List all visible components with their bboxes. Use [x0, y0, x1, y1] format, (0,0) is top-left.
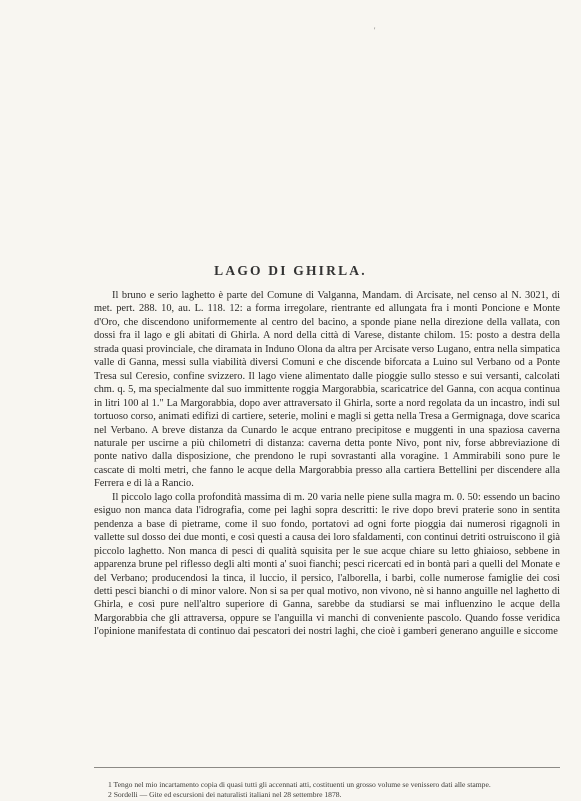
footnote-divider — [94, 767, 560, 768]
footnote-2: 2 Sordelli — Gite ed escursioni dei naturalisti italiani nel 28 settembre 1878. — [108, 790, 342, 800]
footnote-1: 1 Tengo nel mio incartamento copia di quasi tutti gli accennati atti, costituenti un grosso volume se venissero dati alle stampe. — [108, 780, 491, 789]
page-mark: ' — [374, 26, 376, 35]
footnotes — [94, 780, 560, 801]
paragraph-2: Il piccolo lago colla profondità massima di m. 20 varia nelle piene sulla magra m. 0. 50: essendo un bacino esiguo non manca data l'idrografia, come pei laghi sopra descritti: le rive dopo brevi praterie sono in sentita pendenza a base di pietrame, come il suo fondo, portatovi ad ogni forte pioggia dai numerosi rigagnoli in vallette sul dosso dei due monti, e così questi a causa dei loro sfaldamenti, con continui detriti ostruiscono il già piccolo laghetto. Non manca di pesci di qualità squisita per le sue acque chiare su letto ghiaioso, sebbene in apparenza brune pel riflesso degli alti monti a' suoi fianchi; pesci ricercati ed in bontà pari a quelli del Monate e del Verbano; producendosi la tinca, il luccio, il persico, l'alborella, i barbi, colle numerose famiglie dei così detti pesci bianchi o di minor valore. Non si sa per qual motivo, non vivono, nè si hanno anguille nel laghetto di Ghirla, e così pure nell'altro superiore di Ganna, sarebbe da studiarsi se mai influenzino le acque della Margorabbia che gli attraversa, oppure se l'anguilla vi manchi di conveniente pascolo. Quando fosse veridica l'opinione manifestata di continuo dai pescatori dei nostri laghi, che cioè i gamberi generano anguille e siccome — [94, 491, 560, 638]
paragraph-1: Il bruno e serio laghetto è parte del Comune di Valganna, Mandam. di Arcisate, nel censo al N. 3021, di met. pert. 288. 10, au. L. 118. 12: a forma irregolare, rientrante ed allungata fra i monti Poncione e Monte d'Oro, che discendono uniformemente al centro del bacino, a sponde piane nella direzione della vallata, con dossi fra il lago e gli abitati di Ghirla. A nord della città di Varese, distante chilom. 15: posto a destra della strada quasi provinciale, che diramata in Induno Olona da altra per Arcisate verso Lugano, entra nella simpatica valle di Ganna, messi sulla viabilità diversi Comuni e che discende biforcata a Luino sul Verbano od a Ponte Tresa sul Ceresio, confine svizzero. Il lago viene alimentato dalle pioggie sullo stesso e sui versanti, calcolati chm. q. 5, ma specialmente dal suo immittente roggia Margorabbia, scaricatrice del Ganna, con acqua continua in litri 100 al 1." La Margorabbia, dopo aver attraversato il Ghirla, sorte a nord regolata da un incastro, indi sul tortuoso corso, animati edifizi di cartiere, seterie, molini e magli si getta nella Tresa a Germignaga, dove scarica nel Verbano. A breve distanza da Cunardo le acque entrano precipitose e muggenti in una spaziosa caverna naturale per uscirne a più chilometri di distanza: caverna detta ponte Nivo, pont niv, forse abbreviazione di ponte nativo dalla disposizione, che prendono le rupi sovrastanti alla voragine. 1 Ammirabili sono pure le cascate di molti metri, che fanno le acque della Margorabbia presso alla cartiera Bettellini per discendere alla Ferrera e di là a Rancio. — [94, 290, 560, 490]
page-title: LAGO DI GHIRLA. — [214, 263, 367, 278]
body-text — [94, 289, 560, 639]
